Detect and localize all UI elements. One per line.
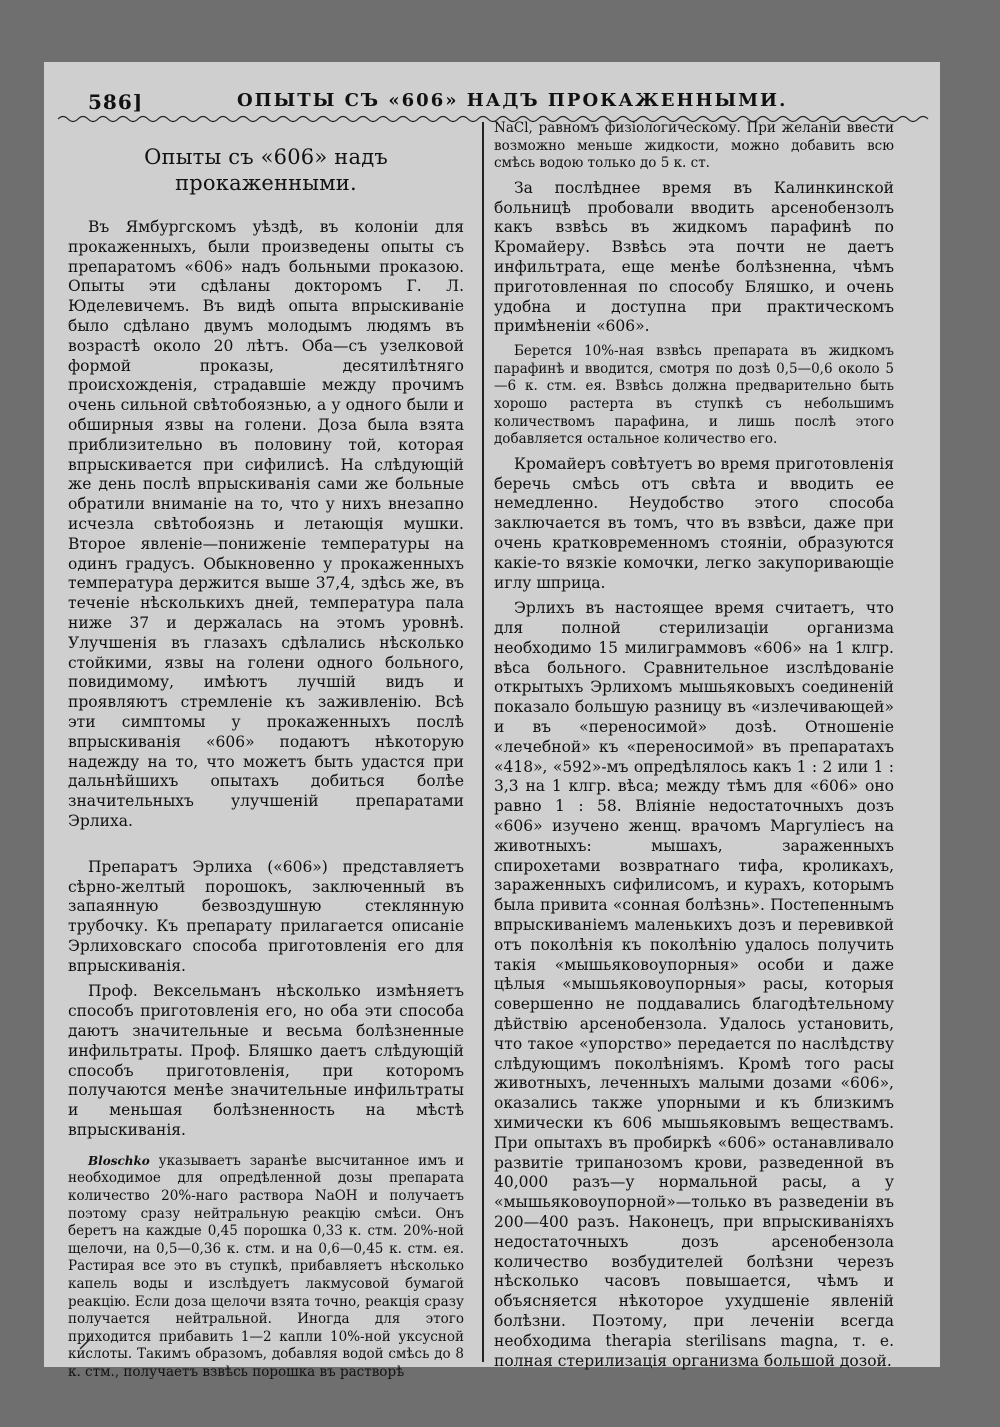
author-name: Bloschko	[88, 1153, 150, 1168]
article-paragraph-3: Проф. Вексельманъ нѣсколько измѣняетъ способъ приготовленія его, но оба эти способа даютъ значительные и весьма болѣзненные инфильтраты. Проф. Бляшко даетъ слѣдующій способъ приготовленія, при которомъ получаются менѣе значительные инфильтраты и меньшая болѣзненность на мѣстѣ впрыскиванія.	[68, 982, 464, 1140]
column-divider	[482, 122, 484, 1362]
right-paragraph-1: За послѣднее время въ Калинкинской больницѣ пробовали вводить арсенобензолъ какъ взвѣсь въ жидкомъ парафинѣ по Кромайеру. Взвѣсь эта почти не даетъ инфильтрата, еще менѣе болѣзненна, чѣмъ приготовленная по способу Бляшко, и очень удобна и доступна при практическомъ примѣненіи «606».	[494, 178, 894, 336]
right-column	[494, 120, 894, 1377]
running-title: ОПЫТЫ СЪ «606» НАДЪ ПРОКАЖЕННЫМИ.	[237, 90, 788, 111]
right-paragraph-2: Кромайеръ совѣтуетъ во время приготовленія беречь смѣсь отъ свѣта и вводить ее немедленно. Неудобство этого способа заключается въ томъ, что въ взвѣси, даже при очень кратковременномъ стояніи, образуются какіе-то вязкіе комочки, легко закупоривающіе иглу шприца.	[494, 454, 894, 592]
small-print-paragraph	[68, 1153, 464, 1382]
article-paragraph-2: Препаратъ Эрлиха («606») представляетъ сѣрно-желтый порошокъ, заключенный въ запаянную безвоздушную стеклянную трубочку. Къ препарату прилагается описаніе Эрлиховскаго способа приготовленія его для впрыскиванія.	[68, 857, 464, 975]
article-paragraph-1: Въ Ямбургскомъ уѣздѣ, въ колоніи для прокаженныхъ, были произведены опыты съ препаратомъ «606» надъ больными проказою. Опыты эти сдѣланы докторомъ Г. Л. Юделевичемъ. Въ видѣ опыта впрыскиваніе было сдѣлано двумъ молодымъ людямъ въ возрастѣ около 20 лѣтъ. Оба—съ узелковой формой проказы, десятилѣтняго происхожденія, страдавшіе между прочимъ очень сильной свѣтобоязнью, а у одного были и обширныя язвы на голени. Доза была взята приблизительно въ половину той, которая впрыскивается при сифилисѣ. На слѣдующій же день послѣ впрыскиванія сами же больные обратили вниманіе на то, что у нихъ внезапно исчезла свѣтобоязнь и летающія мушки. Второе явленіе—пониженіе температуры на одинъ градусъ. Обыкновенно у прокаженныхъ температура держится выше 37,4, здѣсь же, въ теченіе нѣсколькихъ дней, температура пала ниже 37 и держалась на этомъ уровнѣ. Улучшенія въ глазахъ сдѣлались нѣсколько стойкими, язвы на голени одного больного, повидимому, имѣютъ лучшій видъ и проявляютъ стремленіе къ заживленію. Всѣ эти симптомы у прокаженныхъ послѣ впрыскиванія «606» подаютъ нѣкоторую надежду на то, что можетъ быть удастся при дальнѣйшихъ опытахъ добиться болѣе значительныхъ улучшеній препаратами Эрлиха.	[68, 218, 464, 830]
left-column	[68, 122, 464, 1388]
small-print-continuation: NaCl, равномъ физіологическому. При желаніи ввести возможно меньше жидкости, можно добавить всю смѣсь водою только до 5 к. ст.	[494, 120, 894, 172]
newspaper-page	[44, 62, 940, 1380]
page-number: 586]	[88, 90, 144, 114]
small-print-text: указываетъ заранѣе высчитанное имъ и необходимое для опредѣленной дозы препарата количество 20%-наго раствора NaOH и получаетъ поэтому сразу нейтральную реакцію смѣси. Онъ беретъ на каждые 0,45 порошка 0,33 к. стм. 20%-ной щелочи, на 0,5—0,36 к. стм. и на 0,6—0,45 к. стм. ея. Растирая все это въ ступкѣ, прибавляетъ нѣсколько капель воды и изслѣдуетъ лакмусовой бумагой реакцію. Если доза щелочи взята точно, реакція сразу получается нейтральной. Иногда для этого приходится прибавить 1—2 капли 10%-ной уксусной кислоты. Такимъ образомъ, добавляя водой смѣсь до 8 к. стм., получаетъ взвѣсь порошка въ растворѣ	[68, 1152, 465, 1380]
right-small-paragraph: Берется 10%-ная взвѣсь препарата въ жидкомъ парафинѣ и вводится, смотря по дозѣ 0,5—0,6 около 5—6 к. стм. ея. Взвѣсь должна предварительно быть хорошо растерта въ ступкѣ съ небольшимъ количествомъ парафина, и лишь послѣ этого добавляется остальное количество его.	[494, 343, 894, 448]
article-title: Опыты съ «606» надъ прокаженными.	[144, 145, 388, 195]
right-paragraph-3: Эрлихъ въ настоящее время считаетъ, что для полной стерилизаціи организма необходимо 15 милиграммовъ «606» на 1 клгр. вѣса больного. Сравнительное изслѣдованіе открытыхъ Эрлихомъ мышьяковыхъ соединеній показало большую разницу въ «излечивающей» и въ «переносимой» дозѣ. Отношеніе «лечебной» къ «переносимой» въ препаратахъ «418», «592»-мъ опредѣлялось какъ 1 : 2 или 1 : 3,3 на 1 клгр. вѣса; между тѣмъ для «606» оно равно 1 : 58. Вліяніе недостаточныхъ дозъ «606» изучено женщ. врачомъ Маргуліесъ на животныхъ: мышахъ, зараженныхъ спирохетами возвратнаго тифа, кроликахъ, зараженныхъ сифилисомъ, и курахъ, которымъ была привита «сонная болѣзнь». Постепеннымъ впрыскиваніемъ маленькихъ дозъ и перевивкой отъ поколѣнія къ поколѣнію удалось получить такія «мышьяковоупорныя» особи и даже цѣлыя «мышьяковоупорныя» расы, которыя совершенно не поддавались благодѣтельному дѣйствію арсенобензола. Удалось установить, что такое «упорство» передается по наслѣдству слѣдующимъ поколѣніямъ. Кромѣ того расы животныхъ, леченныхъ малыми дозами «606», оказались также упорными и къ близкимъ химически къ 606 мышьяковымъ веществамъ. При опытахъ въ пробиркѣ «606» останавливало развитіе трипанозомъ крови, разведенной въ 40,000 разъ—у нормальной расы, а у «мышьяковоупорной»—только въ разведеніи въ 200—400 разъ. Наконецъ, при впрыскиваніяхъ недостаточныхъ дозъ арсенобензола количество возбудителей болѣзни черезъ нѣсколько часовъ повышается, чѣмъ и объясняется нѣкоторое ухудшеніе явленій болѣзни. Поэтому, при леченіи всегда необходима therapia sterilisans magna, т. е. полная стерилизація организма большой дозой.	[494, 599, 894, 1370]
corner-mark-icon	[78, 1337, 92, 1351]
